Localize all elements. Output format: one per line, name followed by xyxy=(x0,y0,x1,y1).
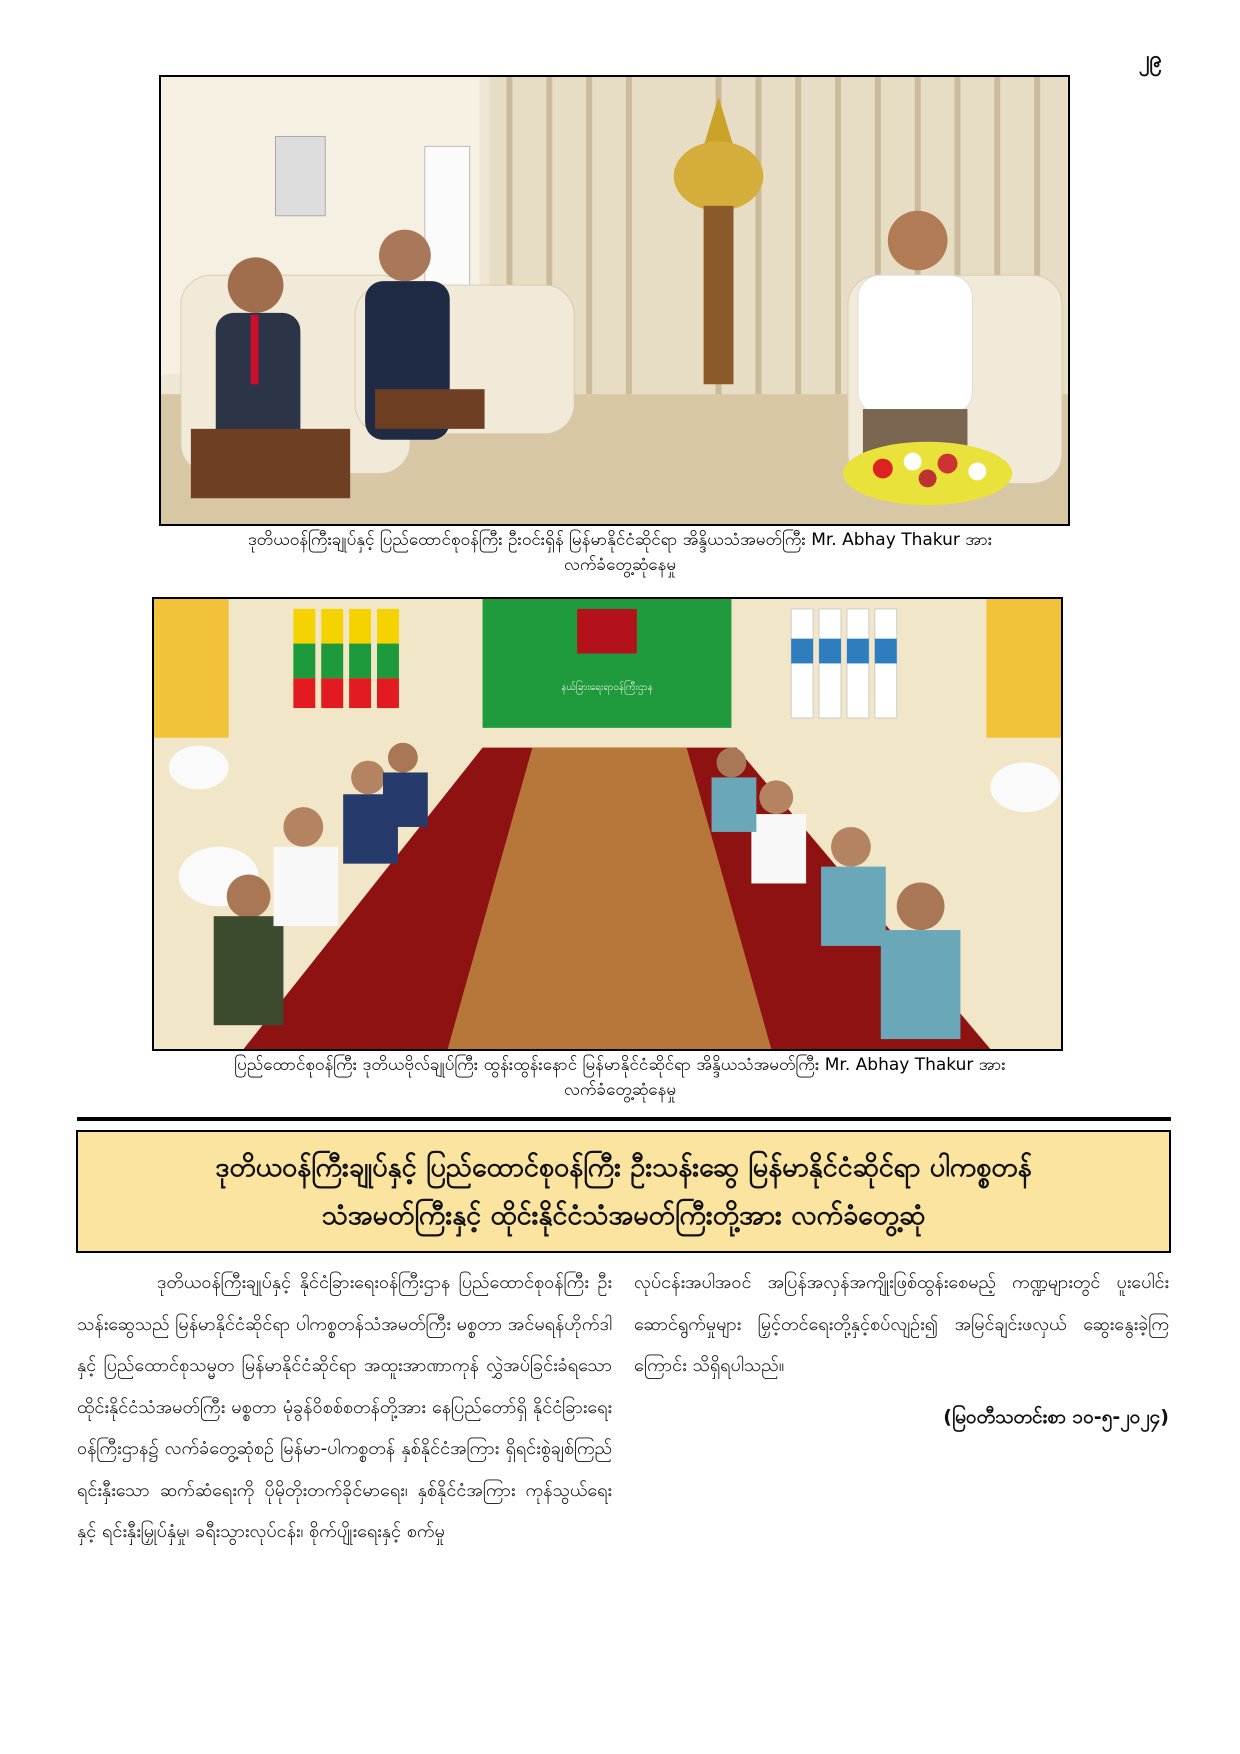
caption-line: ပြည်ထောင်စုဝန်ကြီး ဒုတိယဗိုလ်ချုပ်ကြီး ထွန်းထွန်းနောင် မြန်မာနိုင်ငံဆိုင်ရာ အိန္ဒိယသံအမတ်ကြီး Mr. Abhay Thakur အား xyxy=(234,1055,1006,1075)
photo-illustration xyxy=(154,599,1061,1049)
flower-arrangement xyxy=(843,442,1012,505)
meeting-photo-conference xyxy=(152,597,1063,1051)
page-number: ၂၉ xyxy=(1138,47,1162,72)
meeting-photo-office xyxy=(159,75,1070,526)
headline-box xyxy=(76,1130,1171,1253)
photo-illustration xyxy=(161,77,1068,524)
article-column-right xyxy=(634,1262,1169,1438)
article-body-right: လုပ်ငန်းအပါအဝင် အပြန်အလှန်အကျိုးဖြစ်ထွန်းစေမည့် ကဏ္ဍများတွင် ပူးပေါင်းဆောင်ရွက်မှုများ မြှင့်တင်ရေးတို့နှင့်စပ်လျဉ်း၍ အမြင်ချင်းဖလှယ် ဆွေးနွေးခဲ့ကြကြောင်း သိရှိရပါသည်။ xyxy=(634,1272,1169,1376)
caption-line: ဒုတိယဝန်ကြီးချုပ်နှင့် ပြည်ထောင်စုဝန်ကြီး ဦးဝင်းရှိန် မြန်မာနိုင်ငံဆိုင်ရာ အိန္ဒိယသံအမတ်ကြီး Mr. Abhay Thakur အား xyxy=(247,530,993,550)
article-column-left xyxy=(77,1262,612,1553)
section-divider xyxy=(77,1117,1171,1121)
headline-line: ဒုတိယဝန်ကြီးချုပ်နှင့် ပြည်ထောင်စုဝန်ကြီး ဦးသန်းဆွေ မြန်မာနိုင်ငံဆိုင်ရာ ပါကစ္စတန် xyxy=(215,1151,1032,1183)
article-body-left: ဒုတိယဝန်ကြီးချုပ်နှင့် နိုင်ငံခြားရေးဝန်ကြီးဌာန ပြည်ထောင်စုဝန်ကြီး ဦးသန်းဆွေသည် မြန်မာနိုင်ငံဆိုင်ရာ ပါကစ္စတန်သံအမတ်ကြီး မစ္စတာ အင်မရန်ဟိုက်ဒါနှင့် ပြည်ထောင်စုသမ္မတ မြန်မာနိုင်ငံဆိုင်ရာ အထူးအာဏာကုန် လွှဲအပ်ခြင်းခံရသော ထိုင်းနိုင်ငံသံအမတ်ကြီး မစ္စတာ မုံခွန်ဝိစစ်စတန်တို့အား နေပြည်တော်ရှိ နိုင်ငံခြားရေးဝန်ကြီးဌာန၌ လက်ခံတွေ့ဆုံစဉ် မြန်မာ-ပါကစ္စတန် နှစ်နိုင်ငံအကြား ရှိရင်းစွဲချစ်ကြည်ရင်းနှီးသော ဆက်ဆံရေးကို ပိုမိုတိုးတက်ခိုင်မာရေး၊ နှစ်နိုင်ငံအကြား ကုန်သွယ်ရေးနှင့် ရင်းနှီးမြှုပ်နှံမှု၊ ခရီးသွားလုပ်ငန်း၊ စိုက်ပျိုးရေးနှင့် စက်မှု xyxy=(77,1272,612,1542)
backdrop-banner-text: နယ်ခြားရေးရာဝန်ကြီးဌာန xyxy=(561,682,653,694)
photo-caption-1 xyxy=(140,528,1100,578)
caption-line: လက်ခံတွေ့ဆုံနေမှု xyxy=(563,555,677,575)
article-headline xyxy=(175,1144,1071,1240)
photo-caption-2 xyxy=(120,1053,1120,1103)
caption-line: လက်ခံတွေ့ဆုံနေမှု xyxy=(563,1080,677,1100)
article-source: (မြဝတီသတင်းစာ ၁၀-၅-၂၀၂၄) xyxy=(943,1405,1169,1428)
headline-line: သံအမတ်ကြီးနှင့် ထိုင်းနိုင်ငံသံအမတ်ကြီးတို့အား လက်ခံတွေ့ဆုံ xyxy=(321,1199,926,1231)
